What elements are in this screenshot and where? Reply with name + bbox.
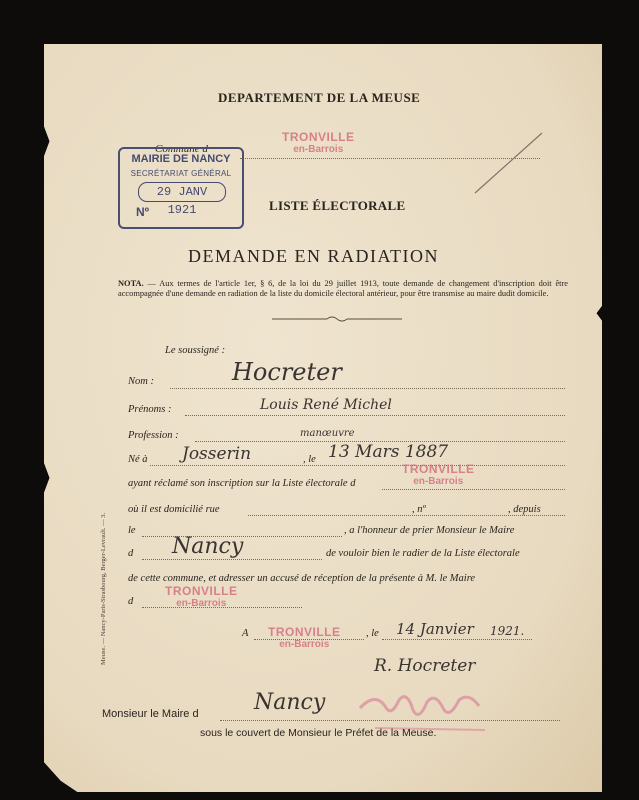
stamp-line-1: TRONVILLE	[268, 625, 341, 639]
stamp-line-2: SECRÉTARIAT GÉNÉRAL	[130, 169, 232, 178]
prenoms-line	[185, 415, 565, 416]
inscription-text: ayant réclamé son inscription sur la Liste électorale d	[128, 478, 356, 489]
stamp-line-1: MAIRIE DE NANCY	[131, 153, 231, 165]
stamp-line-2: en-Barrois	[293, 144, 344, 155]
nom-label: Nom :	[128, 376, 154, 387]
stamp-line-2: en-Barrois	[176, 598, 227, 609]
d-label: d	[128, 596, 134, 607]
tronville-stamp-top	[282, 130, 355, 155]
nota-text: — Aux termes de l'article 1er, § 6, de la loi du 29 juillet 1913, toute demande de changement d'inscription doit être accompagnée d'une demande en radiation de la liste du domicile électoral antérieur, pour être transmise au maire dudit domicile.	[118, 279, 568, 298]
a-label: A	[242, 628, 249, 639]
de-label: d	[128, 548, 134, 559]
sign-date: 14 Janvier	[396, 620, 474, 638]
couvert-text: sous le couvert de Monsieur le Préfet de la Meuse.	[200, 727, 437, 739]
le3-line	[382, 639, 532, 640]
liste-electorale-heading: LISTE ÉLECTORALE	[269, 198, 406, 213]
depuis-label: , depuis	[508, 504, 541, 515]
department-heading: DEPARTEMENT DE LA MEUSE	[218, 90, 421, 105]
printer-note: Meuse. — Nancy-Paris-Strasbourg, Berger-Levrault. — 3.	[100, 512, 107, 665]
maire-value: Nancy	[254, 690, 326, 715]
inscription-line	[382, 489, 565, 490]
commune-label: Commune d	[155, 143, 208, 155]
page-title: DEMANDE EN RADIATION	[188, 246, 439, 266]
tronville-stamp-middle	[402, 462, 475, 487]
de-line	[142, 559, 322, 560]
profession-label: Profession :	[128, 430, 179, 441]
domicile-line	[248, 515, 565, 516]
honneur-text: , a l'honneur de prier Monsieur le Maire	[344, 525, 515, 536]
stamp-line-1: TRONVILLE	[165, 584, 238, 598]
domicile-text: où il est domicilié rue	[128, 504, 220, 515]
stamp-date: 29 JANV 1921	[138, 182, 226, 202]
mairie-nancy-stamp	[118, 147, 244, 229]
tronville-stamp-lower	[165, 584, 238, 609]
soussigne-label: Le soussigné :	[165, 345, 226, 356]
le2-label: le	[128, 525, 136, 536]
tronville-stamp-bottom	[268, 625, 341, 650]
le3-label: , le	[366, 628, 379, 639]
le-label: , le	[303, 454, 316, 465]
stamp-line-1: TRONVILLE	[282, 130, 355, 144]
birth-date: 13 Mars 1887	[328, 442, 449, 462]
profession-value: manœuvre	[300, 428, 355, 439]
birth-place: Josserin	[182, 444, 252, 464]
prenoms-value: Louis René Michel	[260, 397, 392, 413]
nom-value: Hocreter	[232, 358, 342, 386]
stamp-line-2: en-Barrois	[413, 476, 464, 487]
ornament-divider	[272, 315, 402, 323]
sign-year: 1921.	[490, 624, 525, 638]
maire-label: Monsieur le Maire d	[102, 708, 199, 720]
stamp-number: Nº	[136, 205, 150, 219]
radier-text: de vouloir bien le radier de la Liste électorale	[326, 548, 520, 559]
nota-paragraph	[118, 279, 568, 299]
stamp-line-1: TRONVILLE	[402, 462, 475, 476]
commune-text: de cette commune, et adresser un accusé de réception de la présente à M. le Maire	[128, 573, 476, 584]
ne-label: Né à	[128, 454, 148, 465]
ne-line	[150, 465, 565, 466]
prenoms-label: Prénoms :	[128, 404, 172, 415]
nota-label: NOTA.	[118, 279, 144, 288]
signature: R. Hocreter	[374, 656, 476, 676]
nom-line	[170, 388, 565, 389]
stamp-line-2: en-Barrois	[279, 639, 330, 650]
numero-label: , nº	[412, 504, 426, 515]
pencil-stroke	[470, 128, 550, 198]
de-value: Nancy	[172, 534, 244, 559]
